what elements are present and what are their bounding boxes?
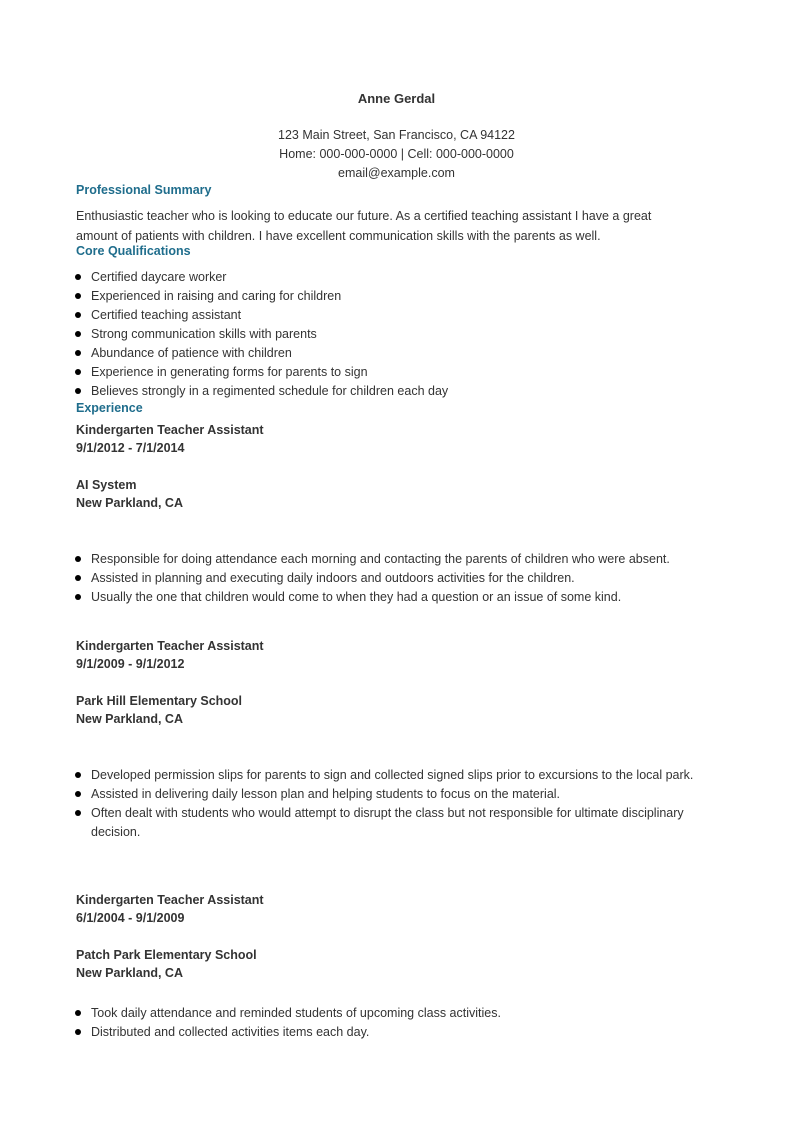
list-item: Experienced in raising and caring for children (76, 287, 716, 306)
list-item: Usually the one that children would come to when they had a question or an issue of some kind. (76, 588, 716, 607)
job-location: New Parkland, CA (76, 712, 183, 726)
list-item: Responsible for doing attendance each morning and contacting the parents of children who were absent. (76, 550, 716, 569)
experience-heading: Experience (76, 401, 143, 415)
list-item: Assisted in planning and executing daily indoors and outdoors activities for the children. (76, 569, 716, 588)
job-2-employer (76, 692, 716, 728)
list-item: Distributed and collected activities items each day. (76, 1023, 716, 1042)
job-employer: AI System (76, 478, 137, 492)
job-3-header (76, 891, 716, 927)
job-1-header (76, 421, 716, 457)
qualifications-list (76, 268, 716, 401)
list-item: Believes strongly in a regimented schedule for children each day (76, 382, 716, 401)
list-item: Developed permission slips for parents to sign and collected signed slips prior to excursions to the local park. (76, 766, 706, 785)
summary-body (76, 207, 696, 246)
job-duties-list (76, 766, 706, 842)
list-item: Certified daycare worker (76, 268, 716, 287)
summary-heading: Professional Summary (76, 183, 212, 197)
job-dates: 9/1/2012 - 7/1/2014 (76, 441, 185, 455)
job-employer: Patch Park Elementary School (76, 948, 257, 962)
job-1-duties (76, 550, 716, 607)
list-item: Took daily attendance and reminded students of upcoming class activities. (76, 1004, 716, 1023)
qualifications-heading-wrap (76, 242, 716, 260)
list-item: Strong communication skills with parents (76, 325, 716, 344)
job-dates: 6/1/2004 - 9/1/2009 (76, 911, 185, 925)
job-2-header (76, 637, 716, 673)
list-item: Experience in generating forms for parents to sign (76, 363, 716, 382)
contact-block (0, 126, 793, 183)
job-duties-list (76, 550, 716, 607)
list-item: Abundance of patience with children (76, 344, 716, 363)
job-location: New Parkland, CA (76, 496, 183, 510)
summary-section (76, 181, 716, 199)
summary-text: Enthusiastic teacher who is looking to educate our future. As a certified teaching assistant I have a great amount of patients with children. I have excellent communication skills with the parents as well. (76, 209, 652, 243)
job-dates: 9/1/2009 - 9/1/2012 (76, 657, 185, 671)
job-3-employer (76, 946, 716, 982)
list-item: Often dealt with students who would attempt to disrupt the class but not responsible for ultimate disciplinary decision. (76, 804, 706, 842)
job-location: New Parkland, CA (76, 966, 183, 980)
list-item: Certified teaching assistant (76, 306, 716, 325)
job-role: Kindergarten Teacher Assistant (76, 639, 264, 653)
job-1-employer (76, 476, 716, 512)
job-employer: Park Hill Elementary School (76, 694, 243, 708)
job-role: Kindergarten Teacher Assistant (76, 893, 264, 907)
qualifications-list-wrap (76, 268, 716, 401)
address: 123 Main Street, San Francisco, CA 94122 (278, 128, 515, 142)
experience-heading-wrap (76, 399, 716, 417)
job-3-duties (76, 1004, 716, 1042)
job-2-duties (76, 766, 706, 842)
phone-numbers: Home: 000-000-0000 | Cell: 000-000-0000 (279, 147, 514, 161)
email: email@example.com (338, 166, 455, 180)
applicant-name: Anne Gerdal (357, 91, 436, 106)
job-role: Kindergarten Teacher Assistant (76, 423, 264, 437)
job-duties-list (76, 1004, 716, 1042)
list-item: Assisted in delivering daily lesson plan and helping students to focus on the material. (76, 785, 706, 804)
qualifications-heading: Core Qualifications (76, 244, 191, 258)
